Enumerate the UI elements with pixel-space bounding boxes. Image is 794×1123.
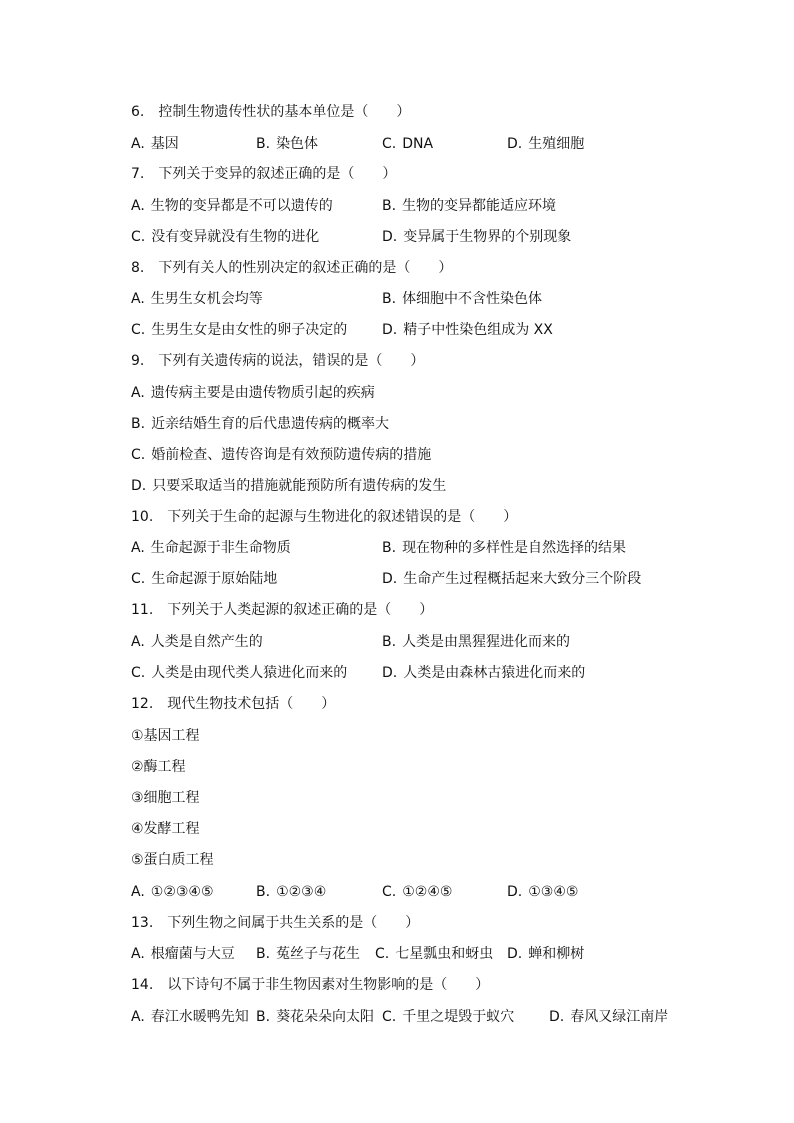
question-text: 下列有关人的性别决定的叙述正确的是（ ） [158, 260, 453, 276]
question-number: 12. [131, 696, 154, 712]
option-d [507, 882, 578, 902]
option-c [131, 320, 347, 340]
question-text: 下列关于变异的叙述正确的是（ ） [158, 166, 397, 182]
question-text: 下列有关遗传病的说法，错误的是（ ） [158, 353, 425, 369]
option-a [131, 134, 179, 154]
list-item: ①基因工程 [131, 728, 200, 744]
question-6 [131, 102, 410, 122]
question-12 [131, 694, 335, 714]
option-d [507, 944, 584, 964]
option-text: 根瘤菌与大豆 [150, 946, 235, 962]
option-letter: B. [382, 198, 397, 214]
option-a [131, 196, 333, 216]
option-text: 遗传病主要是由遗传物质引起的疾病 [150, 385, 375, 401]
option-letter: A. [131, 136, 145, 152]
question-text: 下列关于生命的起源与生物进化的叙述错误的是（ ） [167, 509, 518, 525]
question-number: 8. [131, 260, 145, 276]
option-text: 体细胞中不含性染色体 [402, 291, 543, 307]
option-text: ①②③④ [276, 884, 327, 900]
option-text: 菟丝子与花生 [276, 946, 361, 962]
option-a [131, 632, 263, 652]
option-text: 人类是自然产生的 [150, 634, 263, 650]
option-letter: C. [382, 136, 397, 152]
question-text: 以下诗句不属于非生物因素对生物影响的是（ ） [167, 977, 490, 993]
option-text: 生命起源于非生命物质 [150, 540, 291, 556]
option-letter: B. [382, 291, 397, 307]
question-text: 现代生物技术包括（ ） [167, 696, 336, 712]
option-text: 生男生女是由女性的卵子决定的 [151, 322, 348, 338]
option-b [131, 414, 389, 434]
option-text: 生物的变异都能适应环境 [402, 198, 557, 214]
option-c [131, 445, 431, 465]
option-d [131, 476, 446, 496]
option-text: 生男生女机会均等 [150, 291, 263, 307]
option-letter: D. [507, 884, 523, 900]
option-letter: A. [131, 540, 145, 556]
list-item: ④发酵工程 [131, 821, 200, 837]
option-a [131, 383, 375, 403]
option-text: 婚前检查、遗传咨询是有效预防遗传病的措施 [151, 447, 432, 463]
option-letter: C. [382, 884, 397, 900]
option-b [382, 538, 626, 558]
option-b [382, 632, 570, 652]
option-d [549, 1007, 668, 1027]
option-text: 千里之堤毁于蚁穴 [402, 1009, 515, 1025]
option-a [131, 1007, 249, 1027]
option-a [131, 882, 214, 902]
option-c [382, 882, 452, 902]
option-b [256, 134, 318, 154]
option-letter: C. [382, 1009, 397, 1025]
option-letter: B. [131, 416, 146, 432]
option-letter: B. [382, 540, 397, 556]
option-d [382, 663, 585, 683]
option-text: ①②④⑤ [402, 884, 453, 900]
option-letter: D. [382, 322, 398, 338]
option-text: 变异属于生物界的个别现象 [403, 229, 572, 245]
question-number: 10. [131, 509, 154, 525]
option-text: 人类是由森林古猿进化而来的 [403, 665, 586, 681]
option-letter: B. [256, 136, 271, 152]
option-text: 蝉和柳树 [528, 946, 585, 962]
option-letter: A. [131, 634, 145, 650]
option-b [256, 944, 360, 964]
option-text: ①③④⑤ [528, 884, 579, 900]
option-letter: B. [256, 884, 271, 900]
option-d [507, 134, 584, 154]
option-b [256, 1007, 374, 1027]
question-number: 6. [131, 104, 145, 120]
option-text: 人类是由黑猩猩进化而来的 [402, 634, 571, 650]
option-letter: B. [256, 946, 271, 962]
option-text: 现在物种的多样性是自然选择的结果 [402, 540, 627, 556]
list-item: ③细胞工程 [131, 790, 200, 806]
option-c [382, 1007, 514, 1027]
option-d [382, 569, 641, 589]
option-letter: A. [131, 1009, 145, 1025]
option-text: 生命产生过程概括起来大致分三个阶段 [403, 571, 642, 587]
option-c [375, 944, 493, 964]
option-letter: D. [507, 136, 523, 152]
option-letter: D. [382, 665, 398, 681]
option-letter: A. [131, 198, 145, 214]
option-letter: B. [382, 634, 397, 650]
question-11 [131, 600, 433, 620]
question-13 [131, 913, 419, 933]
option-letter: C. [131, 665, 146, 681]
option-text: 基因 [150, 136, 179, 152]
option-a [131, 538, 291, 558]
option-c [131, 569, 277, 589]
option-text: 人类是由现代类人猿进化而来的 [151, 665, 348, 681]
option-letter: C. [131, 229, 146, 245]
option-letter: C. [131, 322, 146, 338]
option-text: 春风又绿江南岸 [570, 1009, 669, 1025]
question-number: 11. [131, 602, 154, 618]
option-text: 染色体 [276, 136, 319, 152]
question-number: 13. [131, 915, 154, 931]
option-letter: A. [131, 884, 145, 900]
option-letter: A. [131, 385, 145, 401]
option-b [256, 882, 326, 902]
option-c [131, 663, 347, 683]
option-text: DNA [402, 136, 434, 152]
option-letter: C. [131, 571, 146, 587]
option-text: 葵花朵朵向太阳 [276, 1009, 375, 1025]
option-a [131, 289, 263, 309]
option-text: 只要采取适当的措施就能预防所有遗传病的发生 [152, 478, 447, 494]
option-a [131, 944, 235, 964]
question-8 [131, 258, 452, 278]
question-text: 控制生物遗传性状的基本单位是（ ） [158, 104, 411, 120]
option-c [382, 134, 433, 154]
option-text: 生物的变异都是不可以遗传的 [150, 198, 333, 214]
question-number: 9. [131, 353, 145, 369]
question-text: 下列生物之间属于共生关系的是（ ） [167, 915, 420, 931]
option-c [131, 227, 319, 247]
question-7 [131, 164, 396, 184]
question-10 [131, 507, 517, 527]
list-item: ⑤蛋白质工程 [131, 852, 214, 868]
option-text: 没有变异就没有生物的进化 [151, 229, 320, 245]
question-9 [131, 351, 424, 371]
option-letter: B. [256, 1009, 271, 1025]
option-text: 精子中性染色组成为 XX [403, 322, 553, 338]
option-letter: D. [507, 946, 523, 962]
option-text: 春江水暖鸭先知 [150, 1009, 249, 1025]
option-letter: A. [131, 291, 145, 307]
option-text: 近亲结婚生育的后代患遗传病的概率大 [151, 416, 390, 432]
option-b [382, 289, 542, 309]
option-text: ①②③④⑤ [150, 884, 214, 900]
option-letter: C. [131, 447, 146, 463]
option-letter: D. [382, 571, 398, 587]
option-text: 七星瓢虫和蚜虫 [395, 946, 494, 962]
option-letter: A. [131, 946, 145, 962]
option-letter: D. [549, 1009, 565, 1025]
option-letter: C. [375, 946, 390, 962]
option-text: 生殖细胞 [528, 136, 585, 152]
option-letter: D. [131, 478, 147, 494]
option-letter: D. [382, 229, 398, 245]
list-item: ②酶工程 [131, 759, 186, 775]
option-text: 生命起源于原始陆地 [151, 571, 278, 587]
option-b [382, 196, 556, 216]
question-number: 14. [131, 977, 154, 993]
question-text: 下列关于人类起源的叙述正确的是（ ） [167, 602, 434, 618]
option-d [382, 320, 553, 340]
question-number: 7. [131, 166, 145, 182]
option-d [382, 227, 571, 247]
question-14 [131, 975, 489, 995]
